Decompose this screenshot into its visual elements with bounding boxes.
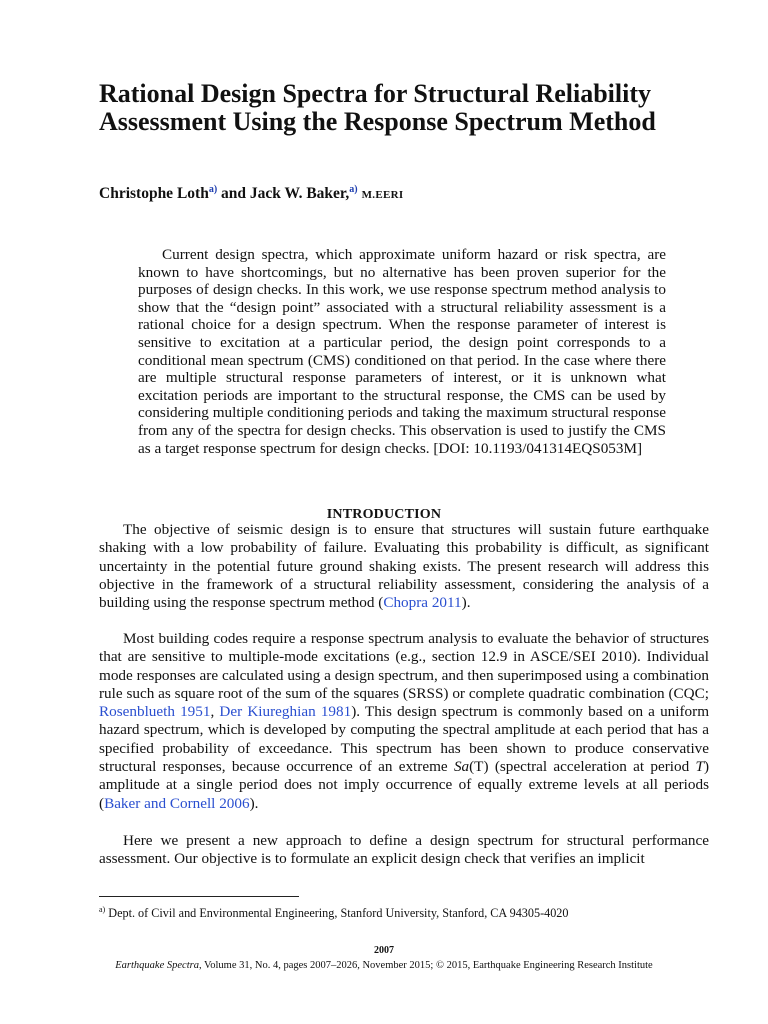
math-symbol: Sa [453, 758, 470, 776]
author-name: Christophe Loth [99, 185, 209, 203]
paragraph-text: Most building codes require a response spectrum analysis to evaluate the behavior of structures that are sensitive to multiple-mode excitations (e.g., section 12.9 in ASCE/SEI 2010). Individual mode responses are calculated using a design spectrum, and then superimposed using a combination rule such as square root of the sum of the squares (SRSS) or complete quadratic combination (CQC; [99, 630, 709, 702]
body-paragraph [99, 630, 709, 813]
author-line [99, 184, 403, 203]
paragraph-text: ). This design spectrum is commonly based on a uniform hazard spectrum, which is developed by computing the spectral amplitude at each period that has a specified probability of exceedance. This spectrum has been shown to produce conservative structural responses, because occurrence of an extreme [99, 703, 710, 776]
paragraph-text: (spectral acceleration at period [488, 758, 696, 776]
author-connector: and [217, 185, 250, 203]
citation-link[interactable]: Der Kiureghian 1981 [219, 703, 352, 721]
paragraph-text: ) amplitude at a single period does not imply occurrence of equally extreme levels at all periods ( [99, 758, 709, 812]
citation-link[interactable]: Rosenblueth 1951 [99, 703, 211, 721]
paragraph-text: ). [461, 594, 471, 612]
citation-link[interactable]: Chopra 2011 [383, 594, 462, 612]
journal-details: , Volume 31, No. 4, pages 2007–2026, November 2015; © 2015, Earthquake Engineering Research Institute [198, 960, 653, 971]
affiliation-mark[interactable]: a) [208, 184, 218, 195]
affiliation-mark[interactable]: a) [349, 184, 358, 195]
paragraph-text: , [210, 703, 220, 721]
journal-name: Earthquake Spectra [115, 960, 199, 971]
section-heading: INTRODUCTION [326, 507, 442, 522]
footnote-text: Dept. of Civil and Environmental Engineering, Stanford University, Stanford, CA 94305-4020 [105, 906, 569, 921]
page-number: 2007 [374, 945, 394, 956]
paper-title: Rational Design Spectra for Structural Reliability Assessment Using the Response Spectrum Method [99, 79, 656, 136]
math-symbol: T [695, 758, 704, 776]
body-paragraph [99, 521, 709, 612]
journal-citation [0, 960, 768, 971]
membership-tag: M.EERI [361, 189, 404, 202]
body-paragraph: Here we present a new approach to define a design spectrum for structural performance assessment. Our objective is to formulate an explicit design check that verifies an implicit [99, 832, 709, 868]
math-symbol: (T) [469, 758, 489, 776]
paragraph-text: ). [249, 794, 259, 812]
citation-link[interactable]: Baker and Cornell 2006 [104, 794, 250, 812]
footnote-mark: a) [99, 905, 106, 914]
abstract: Current design spectra, which approximate uniform hazard or risk spectra, are known to have shortcomings, but no alternative has been proven superior for the purposes of design checks. In this work, we use response spectrum method analysis to show that the “design point” associated with a structural reliability assessment is a rational choice for a design spectrum. When the response parameter of interest is sensitive to excitation at a particular period, the design point corresponds to a conditional mean spectrum (CMS) conditioned on that period. In the case where there are multiple structural response parameters of interest, or it is unknown what excitation periods are important to the structural response, the CMS can be used by considering multiple conditioning periods and taking the maximum structural response from any of the spectra for design checks. This observation is used to justify the CMS as a target response spectrum for design checks. [DOI: 10.1193/041314EQS053M] [138, 246, 666, 457]
footnote [99, 905, 569, 921]
paragraph-text: The objective of seismic design is to ensure that structures will sustain future earthquake shaking with a low probability of failure. Evaluating this probability is difficult, as significant uncertainty in the potential future ground shaking exists. The present research will address this objective in the framework of a structural reliability assessment, considering the analysis of a building using the response spectrum method ( [99, 521, 709, 612]
footnote-divider [99, 896, 299, 897]
author-name: Jack W. Baker, [249, 185, 350, 203]
